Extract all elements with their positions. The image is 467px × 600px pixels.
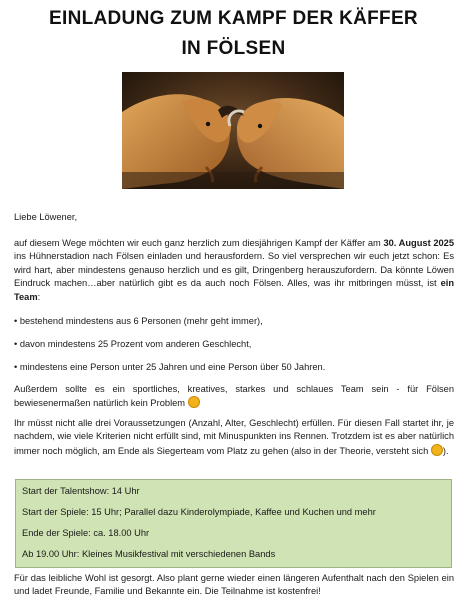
page-title-line1: EINLADUNG ZUM KAMPF DER KÄFFER [49,8,418,29]
smiley-face-icon [188,396,200,408]
rules-paragraph: Ihr müsst nicht alle drei Voraussetzungen (Anzahl, Alter, Geschlecht) erfüllen. Für diesen Fall startet ihr, je nachdem, wie viele Kriterien nicht erfüllt sind, mit Minuspunkten ins Rennen. Trotzdem ist es aber natürlich immer noch möglich, am Ende als Siegerteam vom Platz zu gehen (also in der Theorie, versteht sich ). [14,418,454,456]
list-item: • bestehend mindestens aus 6 Personen (mehr geht immer), [14,316,263,326]
intro-text-2: ins Hühnerstadion nach Fölsen einladen und herausfordern. So viel versprechen wir euch jetzt schon: Es wird hart, aber mindestens genauso herzlich und es gilt, Dringenberg herauszufordern. Da könnte Löwen Eindruck machen…aber natürlich gibt es da auch noch Fölsen. Alles, was ihr mitbringen müsst, ist [14,251,454,289]
event-date: 30. August 2025 [383,238,454,248]
intro-paragraph [14,237,454,304]
smiley-face-icon [431,444,443,456]
page-title-line2: IN FÖLSEN [181,38,286,59]
list-item: • davon mindestens 25 Prozent vom anderen Geschlecht, [14,339,252,349]
schedule-row: Start der Talentshow: 14 Uhr [22,486,140,496]
goats-fighting-photo [122,72,344,189]
closing-paragraph: Für das leibliche Wohl ist gesorgt. Also plant gerne wieder einen längeren Aufenthalt nach den Spielen ein und ladet Freunde, Familie und Bekannte ein. Die Teilnahme ist kostenfrei! [14,573,454,597]
schedule-box [15,479,452,568]
greeting: Liebe Löwener, [14,212,78,222]
team-requirements-paragraph: Außerdem sollte es ein sportliches, kreatives, starkes und schlaues Team sein - für Fölsen bewiesenermaßen natürlich kein Problem [14,384,454,409]
team-emphasis: ein Team [14,278,454,302]
schedule-row: Ab 19.00 Uhr: Kleines Musikfestival mit verschiedenen Bands [22,549,276,559]
list-item: • mindestens eine Person unter 25 Jahren und eine Person über 50 Jahren. [14,362,326,372]
schedule-row: Start der Spiele: 15 Uhr; Parallel dazu Kinderolympiade, Kaffee und Kuchen und mehr [22,507,376,517]
schedule-row: Ende der Spiele: ca. 18.00 Uhr [22,528,150,538]
intro-text-1: auf diesem Wege möchten wir euch ganz herzlich zum diesjährigen Kampf der Käffer am [14,238,384,248]
intro-text-3: : [37,291,41,302]
